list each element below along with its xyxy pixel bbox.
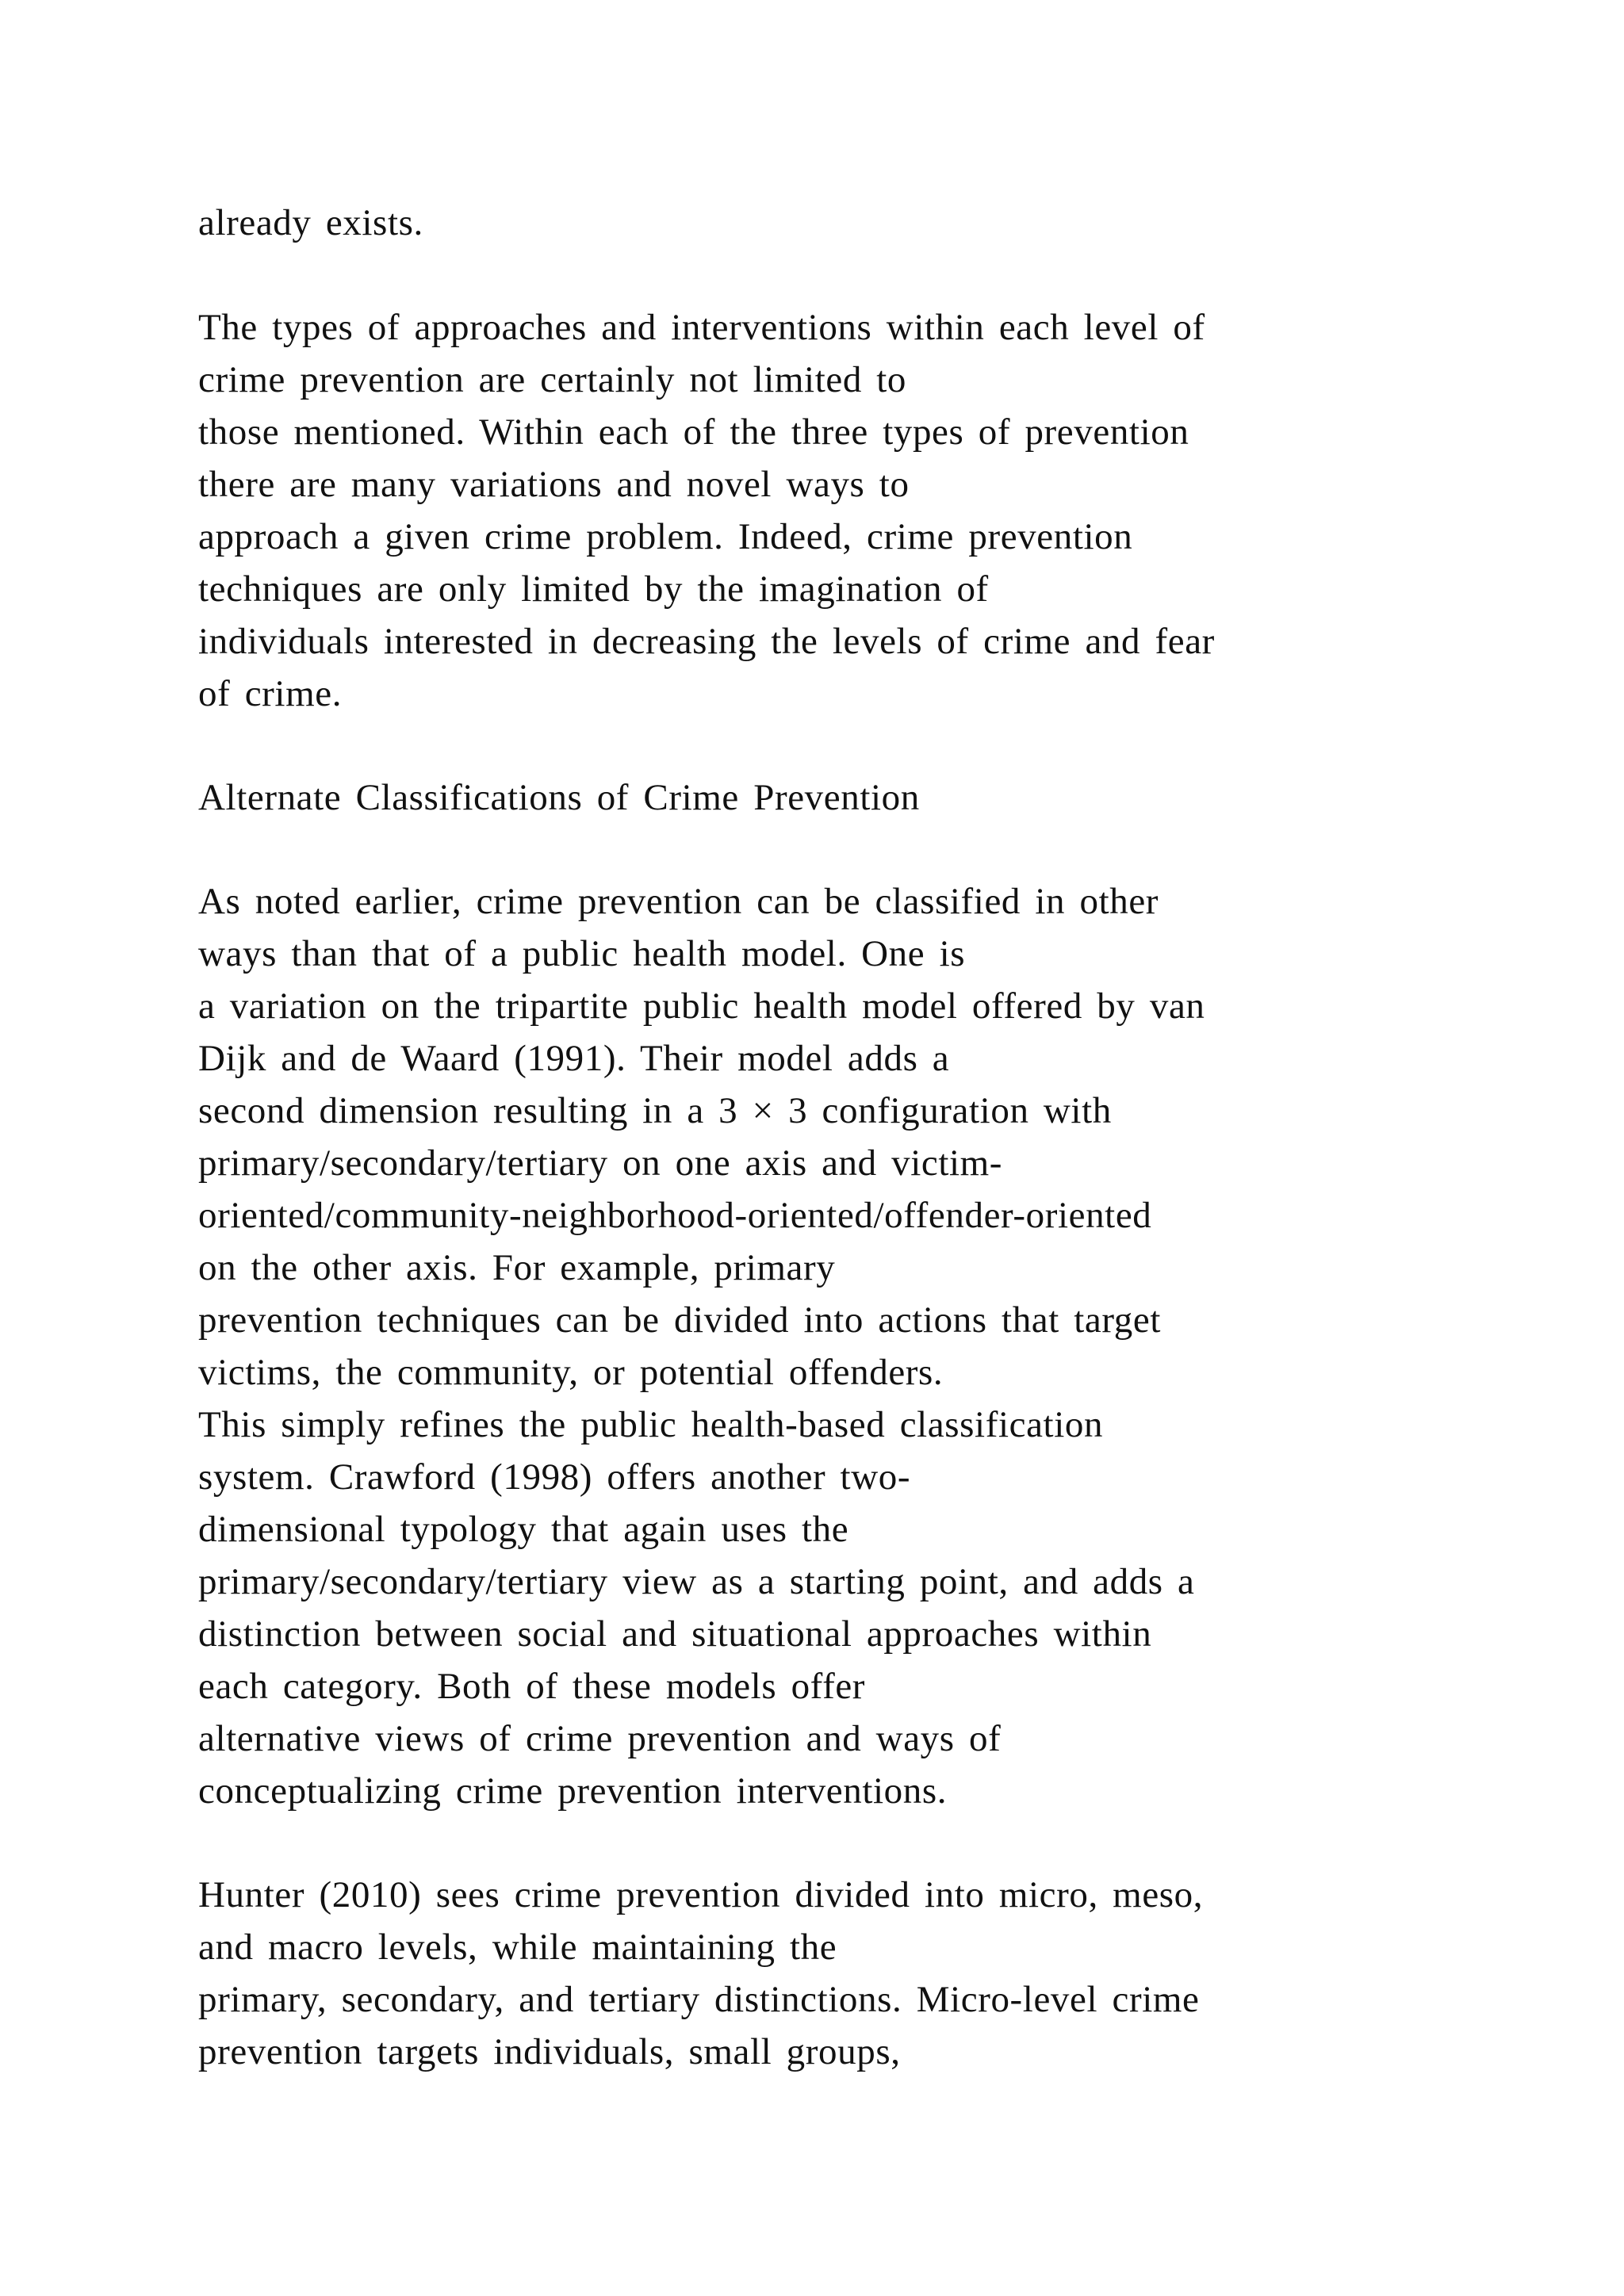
text-line: techniques are only limited by the imagination of	[198, 568, 989, 610]
text-line: primary/secondary/tertiary on one axis and victim-	[198, 1142, 1003, 1184]
text-line: This simply refines the public health-based classification	[198, 1404, 1104, 1445]
text-line: oriented/community-neighborhood-oriented/offender-oriented	[198, 1195, 1152, 1236]
text-line: dimensional typology that again uses the	[198, 1509, 849, 1550]
text-line: victims, the community, or potential offenders.	[198, 1352, 944, 1393]
section-heading: Alternate Classifications of Crime Prevention	[198, 777, 920, 818]
text-line: a variation on the tripartite public health model offered by van	[198, 985, 1205, 1027]
text-line: crime prevention are certainly not limited to	[198, 359, 907, 400]
text-line: prevention targets individuals, small groups,	[198, 2031, 901, 2072]
text-line: there are many variations and novel ways to	[198, 464, 910, 505]
text-line: alternative views of crime prevention and ways of	[198, 1718, 1002, 1759]
text-line: primary/secondary/tertiary view as a starting point, and adds a	[198, 1561, 1195, 1602]
text-line: already exists.	[198, 202, 423, 243]
text-line: Hunter (2010) sees crime prevention divided into micro, meso,	[198, 1874, 1204, 1915]
text-line: The types of approaches and interventions within each level of	[198, 307, 1205, 348]
text-line: each category. Both of these models offer	[198, 1666, 866, 1707]
text-line: Dijk and de Waard (1991). Their model adds a	[198, 1038, 950, 1079]
text-line: primary, secondary, and tertiary distinctions. Micro-level crime	[198, 1979, 1200, 2020]
text-line: second dimension resulting in a 3 × 3 configuration with	[198, 1090, 1112, 1131]
text-line: distinction between social and situational approaches within	[198, 1613, 1152, 1655]
text-line: conceptualizing crime prevention interventions.	[198, 1770, 948, 1812]
text-line: system. Crawford (1998) offers another two-	[198, 1456, 911, 1498]
text-line: As noted earlier, crime prevention can be classified in other	[198, 881, 1159, 922]
text-line: individuals interested in decreasing the levels of crime and fear	[198, 621, 1215, 662]
text-line: prevention techniques can be divided into actions that target	[198, 1299, 1161, 1341]
text-line: those mentioned. Within each of the three types of prevention	[198, 411, 1189, 453]
text-line: approach a given crime problem. Indeed, crime prevention	[198, 516, 1133, 557]
text-line: ways than that of a public health model. One is	[198, 933, 966, 974]
text-line: of crime.	[198, 673, 343, 714]
text-line: and macro levels, while maintaining the	[198, 1927, 837, 1968]
text-line: on the other axis. For example, primary	[198, 1247, 836, 1288]
